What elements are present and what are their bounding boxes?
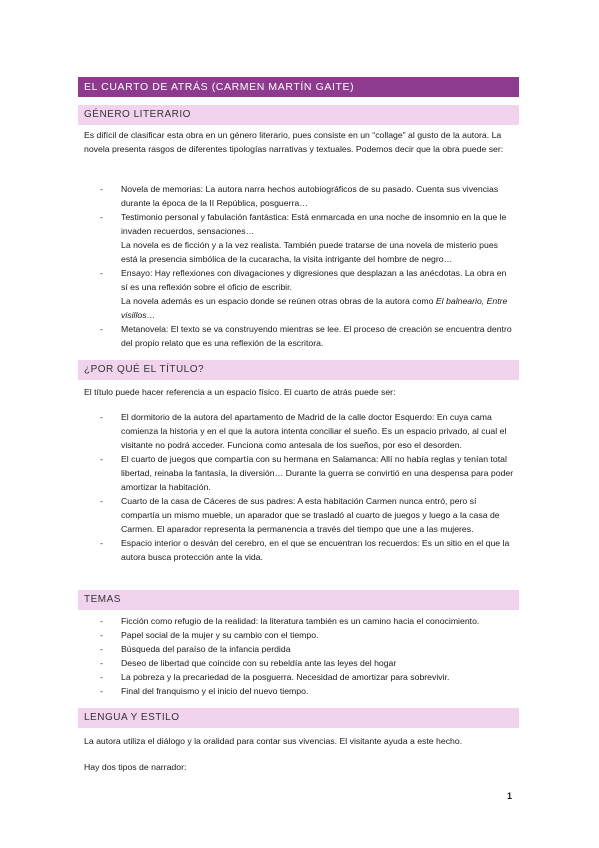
- temas-list: [84, 614, 514, 698]
- list-item: [84, 642, 514, 656]
- lengua-paragraph: La autora utiliza el diálogo y la oralidad para contar sus vivencias. El visitante ayuda a este hecho.: [84, 736, 463, 746]
- list-item: [84, 614, 514, 628]
- titulo-intro: El título puede hacer referencia a un espacio físico. El cuarto de atrás puede ser:: [84, 387, 396, 397]
- list-bullet: -: [100, 496, 103, 506]
- list-item: [84, 536, 514, 564]
- list-bullet: -: [100, 630, 103, 640]
- list-item-text: El dormitorio de la autora del apartamento de Madrid de la calle doctor Esquerdo: En cuya cama comienza la historia y en el que la autora intenta conciliar el sueño. Es un espacio privado, al cual el visitante no podrá acceder. Funciona como antesala de los sueños, por eso el desorden.: [121, 412, 507, 450]
- list-item-text: Ensayo: Hay reflexiones con divagaciones y digresiones que desplazan a las anécdotas. La obra en sí es una reflexión sobre el oficio de escribir.: [121, 268, 507, 292]
- list-item: [84, 494, 514, 536]
- list-item-extra-titles: El balneario, Entre visillos…: [121, 296, 508, 320]
- list-item: [84, 670, 514, 684]
- list-item: [84, 182, 514, 210]
- section-heading-titulo: ¿POR QUÉ EL TÍTULO?: [78, 360, 519, 380]
- list-item-text: Metanovela: El texto se va construyendo mientras se lee. El proceso de creación se encuentra dentro del propio relato que es una reflexión de la escritora.: [121, 324, 512, 348]
- list-bullet: -: [100, 658, 103, 668]
- list-item-text: Espacio interior o desván del cerebro, en el que se encuentran los recuerdos: Es un sitio en el que la autora busca protección ante la vida.: [121, 538, 510, 562]
- list-item: [84, 410, 514, 452]
- list-bullet: -: [100, 454, 103, 464]
- list-bullet: -: [100, 268, 103, 278]
- page-number: 1: [507, 791, 513, 801]
- list-item-text: Testimonio personal y fabulación fantástica: Está enmarcada en una noche de insomnio en la que le invaden recuerdos, sensaciones…: [121, 212, 507, 236]
- list-bullet: -: [100, 538, 103, 548]
- list-bullet: -: [100, 412, 103, 422]
- genero-intro: Es difícil de clasificar esta obra en un género literario, pues consiste en un “collage” al gusto de la autora. La novela presenta rasgos de diferentes tipologías narrativas y textuales. Podemos decir que la obra puede ser:: [84, 130, 504, 154]
- list-item: [84, 322, 514, 350]
- list-item-text: Final del franquismo y el inicio del nuevo tiempo.: [121, 686, 309, 696]
- section-heading-genero: GÉNERO LITERARIO: [78, 105, 519, 125]
- list-item-text: Novela de memorias: La autora narra hechos autobiográficos de su pasado. Cuenta sus vivencias durante la época de la II República, posguerra…: [121, 184, 499, 208]
- list-item-text: Ficción como refugio de la realidad: la literatura también es un camino hacia el conocimiento.: [121, 616, 480, 626]
- list-item: [84, 628, 514, 642]
- list-bullet: -: [100, 184, 103, 194]
- section-heading-temas: TEMAS: [78, 590, 519, 610]
- list-item-text: Cuarto de la casa de Cáceres de sus padres: A esta habitación Carmen nunca entró, pero sí compartía un mismo mueble, un aparador que se trasladó al cuarto de juegos y luego a la casa de Carmen. El aparador representa la permanencia a través del tiempo que une a las mujeres.: [121, 496, 500, 534]
- list-bullet: -: [100, 616, 103, 626]
- list-item: [84, 452, 514, 494]
- list-item: [84, 266, 514, 322]
- list-item-extra-text: La novela además es un espacio donde se reúnen otras obras de la autora como: [121, 296, 436, 306]
- titulo-list: [84, 410, 514, 564]
- list-item-text: Búsqueda del paraíso de la infancia perdida: [121, 644, 291, 654]
- list-bullet: -: [100, 644, 103, 654]
- list-bullet: -: [100, 212, 103, 222]
- lengua-paragraph: Hay dos tipos de narrador:: [84, 762, 187, 772]
- genero-list: [84, 182, 514, 350]
- document-title: EL CUARTO DE ATRÁS (CARMEN MARTÍN GAITE): [78, 77, 519, 97]
- list-item: [84, 210, 514, 266]
- list-bullet: -: [100, 686, 103, 696]
- list-item: [84, 684, 514, 698]
- list-item-text: La pobreza y la precariedad de la posguerra. Necesidad de amortizar para sobrevivir.: [121, 672, 450, 682]
- list-bullet: -: [100, 324, 103, 334]
- list-item: [84, 656, 514, 670]
- list-item-extra: [121, 294, 514, 322]
- list-bullet: -: [100, 672, 103, 682]
- section-heading-lengua: LENGUA Y ESTILO: [78, 708, 519, 728]
- list-item-text: Deseo de libertad que coincide con su rebeldía ante las leyes del hogar: [121, 658, 397, 668]
- list-item-text: El cuarto de juegos que compartía con su hermana en Salamanca: Allí no había reglas y tenían total libertad, reinaba la fantasía, la diversión… Durante la guerra se convirtió en una despensa para poder amortizar la habitación.: [121, 454, 514, 492]
- list-item-text: Papel social de la mujer y su cambio con el tiempo.: [121, 630, 319, 640]
- list-item-extra: La novela es de ficción y a la vez realista. También puede tratarse de una novela de misterio pues está la presencia simbólica de la cucaracha, la visita intrigante del hombre de negro…: [121, 240, 499, 264]
